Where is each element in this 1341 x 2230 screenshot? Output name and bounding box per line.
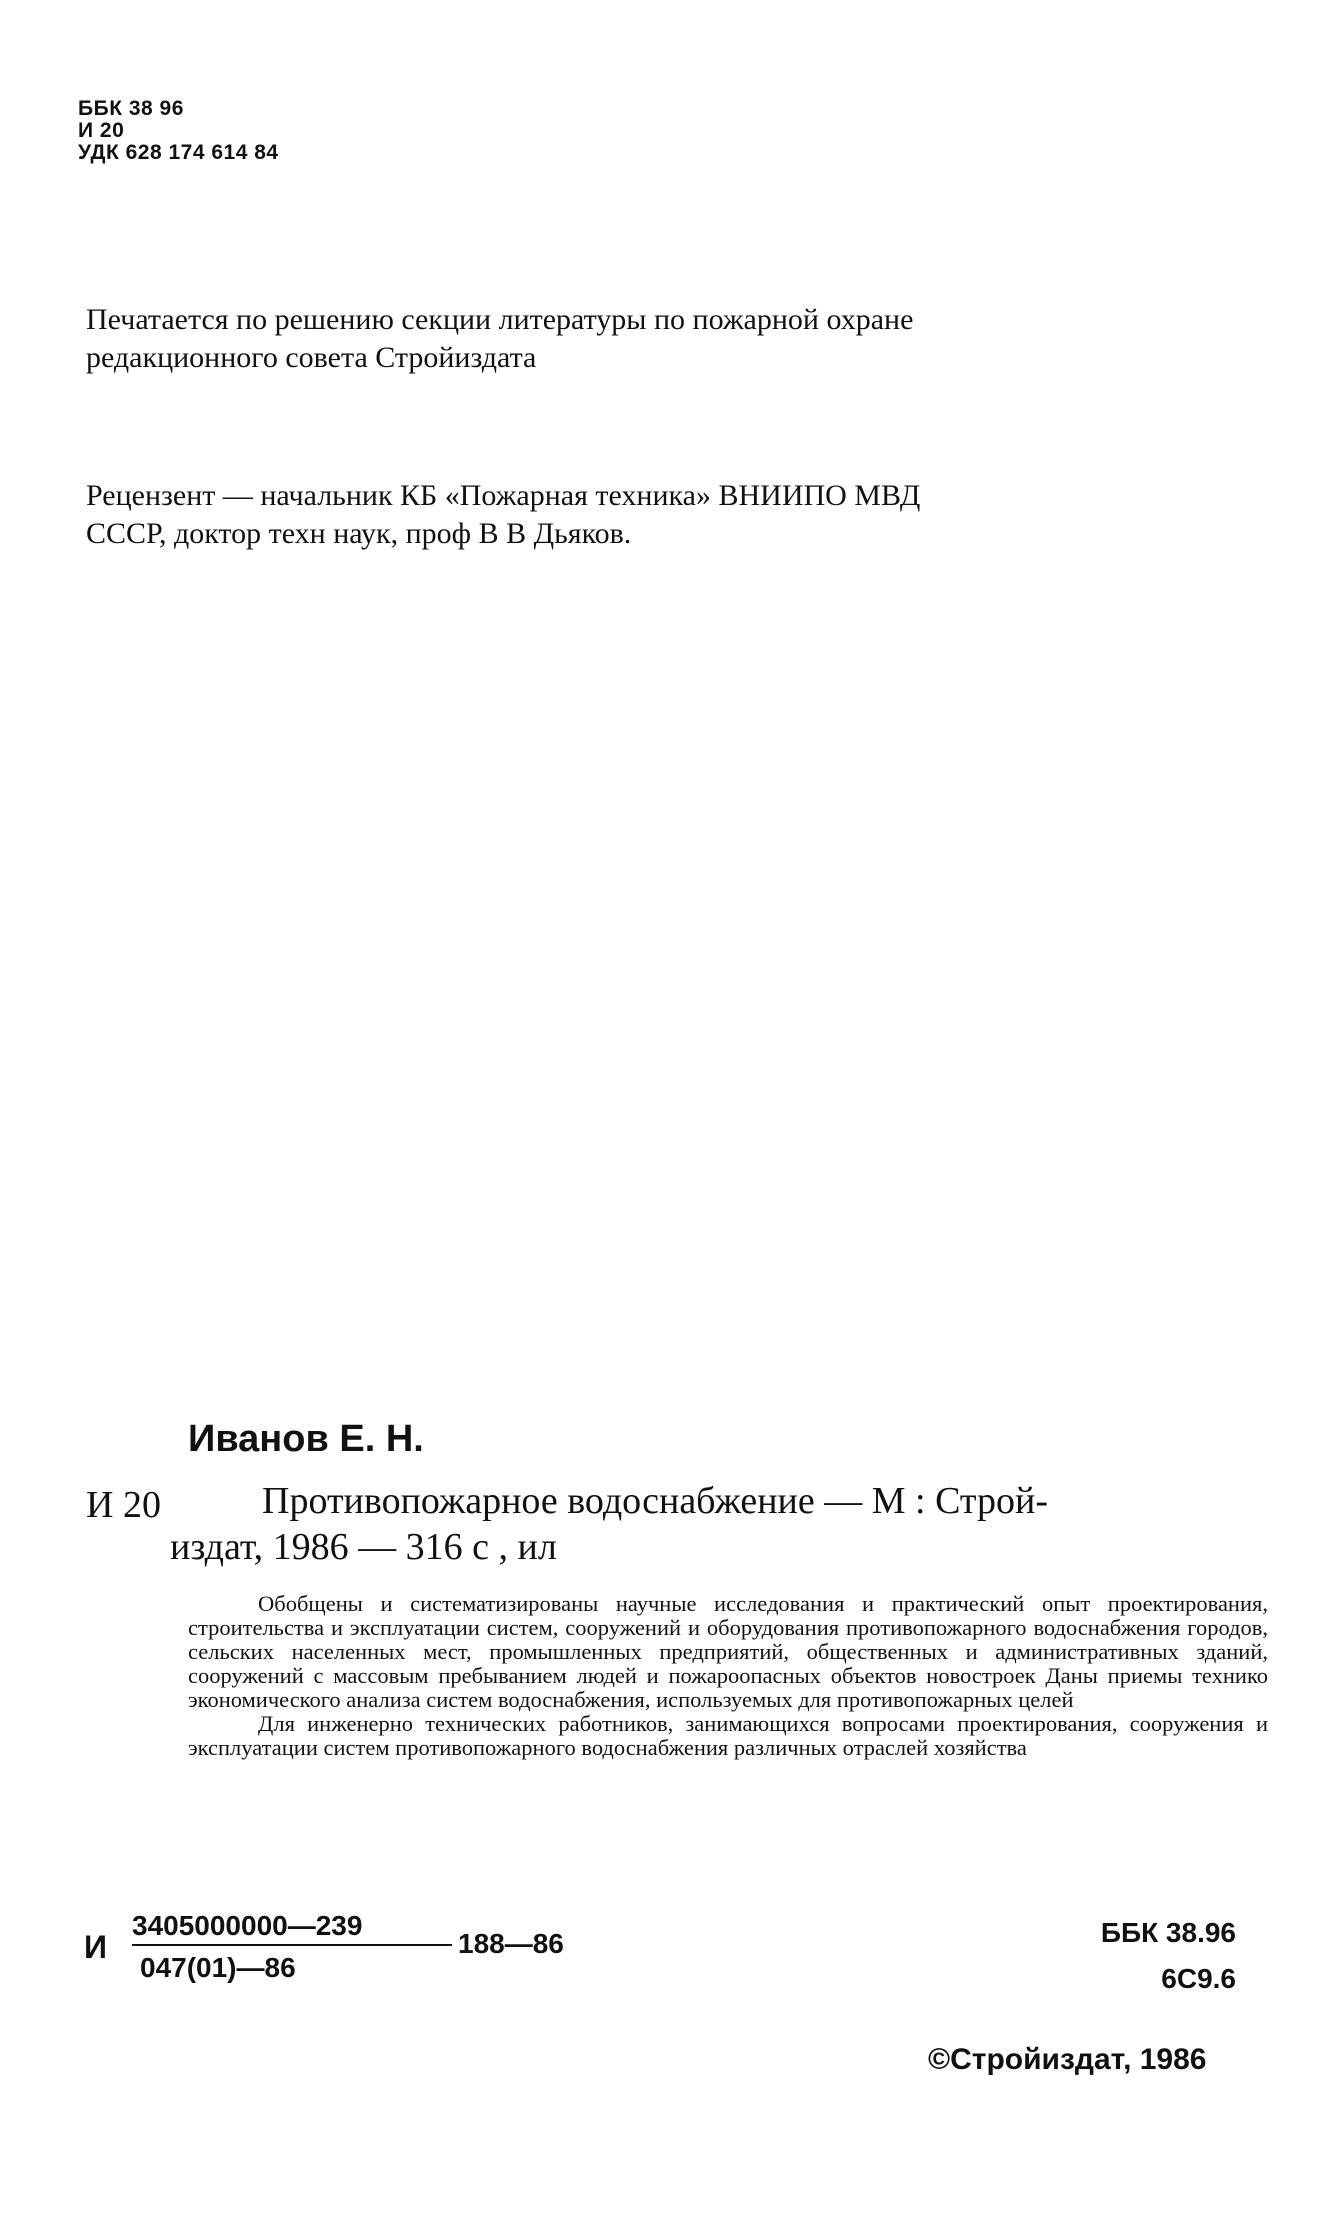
annotation — [188, 1592, 1268, 1760]
entry-title — [170, 1478, 1272, 1570]
annotation-paragraph-1: Обобщены и систематизированы научные исследования и практический опыт проектирования, строительства и эксплуатации систем, сооружений и оборудования противопожарного водоснабжения городов, сельских населенных мест, промышленных предприятий, общественных и административных зданий, сооружений с массовым пребыванием людей и пожароопасных объектов новостроек Даны приемы технико экономического анализа систем водоснабжения, используемых для противопожарных целей — [188, 1591, 1268, 1712]
printing-note-line1: Печатается по решению секции литературы по пожарной охране — [86, 303, 914, 336]
entry-title-line2: издат, 1986 — 316 с , ил — [170, 1526, 557, 1568]
cipher-fraction-bar — [132, 1944, 452, 1946]
reviewer-line1: Рецензент — начальник КБ «Пожарная техника» ВНИИПО МВД — [86, 479, 921, 512]
printing-note — [86, 301, 1266, 377]
entry-code: И 20 — [86, 1484, 161, 1526]
index-code: И 20 — [78, 119, 125, 142]
bbk-right-line2: 6С9.6 — [1161, 1963, 1236, 1994]
annotation-paragraph-2: Для инженерно технических работников, занимающихся вопросами проектирования, сооружения и эксплуатации систем противопожарного водоснабжения различных отраслей хозяйства — [188, 1711, 1268, 1760]
entry-title-line1: Противопожарное водоснабжение — М : Строй- — [262, 1480, 1048, 1522]
printing-note-line2: редакционного совета Стройиздата — [86, 341, 537, 374]
cipher-numerator: 3405000000—239 — [132, 1910, 363, 1941]
classification-codes — [78, 98, 279, 164]
reviewer-line2: СССР, доктор техн наук, проф В В Дьяков. — [86, 517, 632, 550]
cipher-letter: И — [84, 1929, 107, 1965]
author-name: Иванов Е. Н. — [188, 1418, 424, 1460]
reviewer-note — [86, 477, 1266, 553]
copyright: ©Стройиздат, 1986 — [928, 2043, 1207, 2076]
bbk-code: ББК 38 96 — [78, 97, 184, 120]
bbk-index-right — [1066, 1910, 1236, 2002]
bbk-right-line1: ББК 38.96 — [1100, 1917, 1236, 1948]
cipher-side: 188—86 — [458, 1928, 564, 1959]
udk-code: УДК 628 174 614 84 — [78, 141, 279, 164]
cipher-denominator: 047(01)—86 — [140, 1952, 296, 1983]
